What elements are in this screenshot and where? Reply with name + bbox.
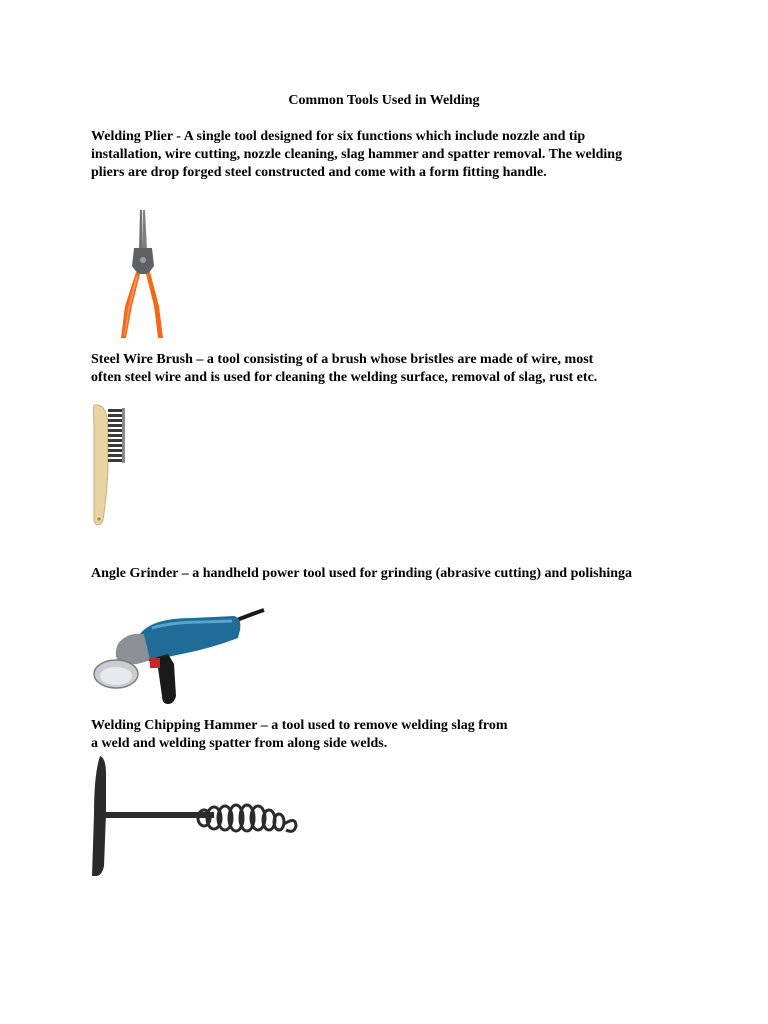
grinder-disc — [100, 667, 132, 685]
section-line — [91, 565, 691, 583]
hammer-head — [92, 756, 106, 876]
section-line — [91, 351, 691, 369]
plier-jaw-left — [139, 210, 143, 250]
brush-handle — [94, 405, 109, 525]
document-title: Common Tools Used in Welding — [288, 93, 480, 108]
section-line: often steel wire and is used for cleaning the welding surface, removal of slag, rust etc. — [91, 370, 598, 385]
hammer-spring-grip — [198, 805, 284, 831]
section-description: A single tool designed for six functions which include nozzle and tip — [183, 129, 586, 144]
brush-hang-hole — [97, 517, 100, 520]
section-description: – a handheld power tool used for grinding (abrasive cutting) and polishinga — [178, 566, 633, 581]
chipping-hammer-illustration — [90, 754, 302, 880]
section-line — [91, 717, 691, 735]
section-chipping-hammer — [91, 717, 691, 753]
plier-pivot — [140, 257, 146, 263]
hammer-hook-end — [284, 820, 296, 831]
section-line: installation, wire cutting, nozzle cleaning, slag hammer and spatter removal. The welding — [91, 147, 623, 162]
section-welding-plier — [91, 128, 691, 182]
plier-handle-right — [146, 272, 163, 338]
section-term: Welding Chipping Hammer — [91, 718, 258, 733]
section-line — [91, 128, 691, 146]
section-term: Steel Wire Brush — [91, 352, 193, 367]
section-term: Angle Grinder — [91, 566, 179, 581]
steel-wire-brush-illustration — [90, 403, 130, 529]
brush-bristles — [108, 409, 124, 462]
plier-jaw-right — [143, 210, 147, 250]
section-description: – a tool consisting of a brush whose bristles are made of wire, most — [192, 352, 594, 367]
section-description: – a tool used to remove welding slag from — [257, 718, 508, 733]
angle-grinder-illustration — [92, 604, 268, 708]
section-term: Welding Plier - — [91, 129, 184, 144]
welding-plier-illustration — [112, 208, 174, 344]
section-line: a weld and welding spatter from along side welds. — [91, 736, 388, 751]
grinder-red-accent — [150, 658, 160, 668]
section-steel-wire-brush — [91, 351, 691, 387]
brush-bristle-tips — [122, 408, 125, 463]
section-angle-grinder — [91, 565, 691, 583]
section-line: pliers are drop forged steel constructed and come with a form fitting handle. — [91, 165, 547, 180]
